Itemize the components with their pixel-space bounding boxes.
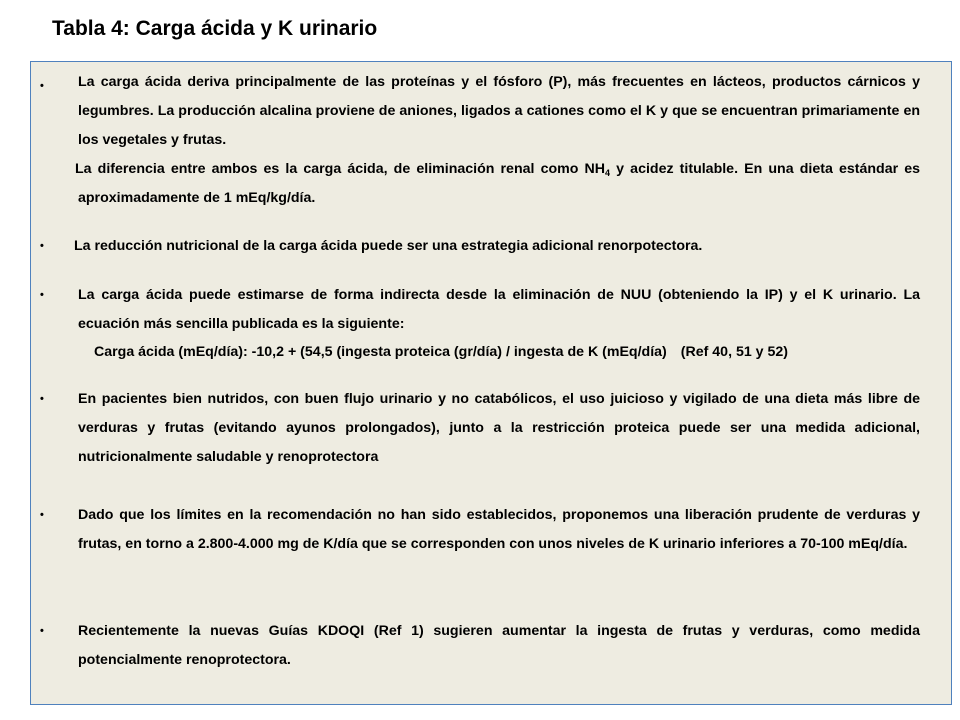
item-text: La reducción nutricional de la carga ácida puede ser una estrategia adicional renorpotectora.: [74, 238, 703, 254]
bullet-icon: •: [40, 509, 44, 521]
item-text-part: La diferencia entre ambos es la carga ácida, de eliminación renal como NH: [75, 161, 606, 177]
item-text: La carga ácida deriva principalmente de las proteínas y el fósforo (P), más frecuentes en lácteos, productos cárnicos y legumbres. La producción alcalina proviene de aniones, ligados a cationes como el K y que se encuentran primariamente en los vegetales y frutas.: [78, 74, 920, 148]
content-panel: [30, 61, 952, 705]
formula-text: Carga ácida (mEq/día): -10,2 + (54,5 (ingesta proteica (gr/día) / ingesta de K (mEq/día): [94, 344, 667, 360]
slide-title: Tabla 4: Carga ácida y K urinario: [52, 17, 378, 40]
list-item-nutritional-reduction: [74, 232, 934, 261]
bullet-icon: •: [40, 289, 44, 301]
item-text: Dado que los límites en la recomendación no han sido establecidos, proponemos una liberación prudente de verduras y frutas, en torno a 2.800-4.000 mg de K/día que se corresponden con unos niveles de K urinario inferiores a 70-100 mEq/día.: [78, 507, 920, 552]
bullet-icon: •: [40, 625, 44, 637]
item-text-continuation: [75, 155, 921, 213]
item-text-part: y acidez titulable. En una dieta estándar es aproximadamente de 1 mEq/kg/día.: [78, 161, 921, 206]
item-text: Recientemente la nuevas Guías KDOQI (Ref 1) sugieren aumentar la ingesta de frutas y verduras, como medida potencialmente renoprotectora.: [78, 623, 920, 668]
list-item-kdoqi-guidelines: [78, 617, 920, 675]
item-text: En pacientes bien nutridos, con buen flujo urinario y no catabólicos, el uso juicioso y vigilado de una dieta más libre de verduras y frutas (evitando ayunos prolongados), junto a la restricción proteica puede ser una medida adicional, nutricionalmente saludable y renoprotectora: [78, 391, 920, 465]
list-item-well-nourished-patients: [78, 385, 920, 472]
list-item-acid-load-origin: [75, 68, 921, 213]
formula-reference: (Ref 40, 51 y 52): [680, 344, 789, 360]
item-text: La carga ácida puede estimarse de forma indirecta desde la eliminación de NUU (obteniendo la IP) y el K urinario. La ecuación más sencilla publicada es la siguiente:: [78, 287, 920, 332]
bullet-icon: •: [40, 80, 44, 92]
bullet-icon: •: [40, 393, 44, 405]
list-item-acid-load-estimation: [78, 281, 920, 339]
subscript: 4: [605, 168, 611, 178]
bullet-icon: •: [40, 240, 44, 252]
list-item-prudent-liberation: [78, 501, 920, 559]
acid-load-formula: [94, 338, 788, 367]
